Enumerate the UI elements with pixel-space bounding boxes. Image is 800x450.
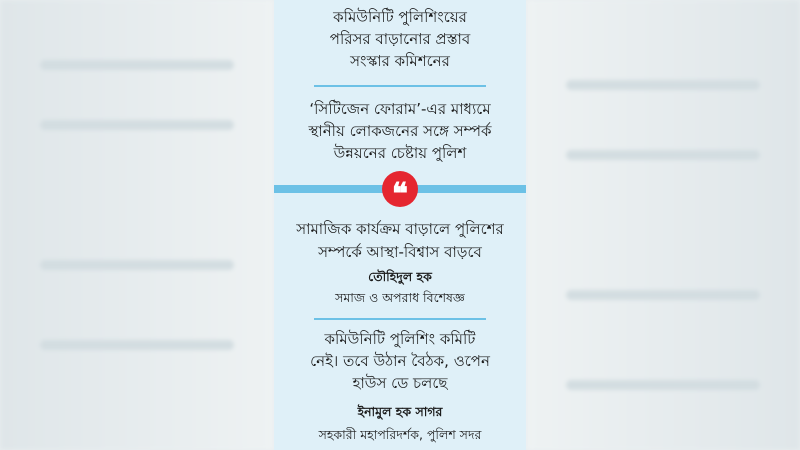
divider-1 bbox=[314, 85, 486, 87]
quote-2-line-3: হাউস ডে চলছে bbox=[352, 374, 448, 392]
quote-2-line-1: কমিউনিটি পুলিশিং কমিটি bbox=[324, 330, 476, 348]
infographic-panel bbox=[274, 0, 526, 450]
headline-2-line-2: স্থানীয় লোকজনের সঙ্গে সম্পর্ক bbox=[308, 122, 492, 140]
headline-2-line-1: ‘সিটিজেন ফোরাম’-এর মাধ্যমে bbox=[309, 100, 491, 118]
quote-1-line-2: সম্পর্কে আস্থা-বিশ্বাস বাড়বে bbox=[318, 243, 482, 261]
quote-1-line-1: সামাজিক কার্যক্রম বাড়ালে পুলিশের bbox=[296, 220, 504, 238]
quote-2-speaker-name: ইনামুল হক সাগর bbox=[357, 404, 443, 419]
quote-1-speaker-title: সমাজ ও অপরাধ বিশেষজ্ঞ bbox=[335, 290, 465, 305]
blurred-background-right bbox=[526, 0, 800, 450]
headline-1-line-2: পরিসর বাড়ানোর প্রস্তাব bbox=[329, 30, 471, 48]
quote-1-speaker-name: তৌহিদুল হক bbox=[368, 269, 432, 284]
divider-2 bbox=[314, 318, 486, 320]
quote-2-speaker-title: সহকারী মহাপরিদর্শক, পুলিশ সদর bbox=[318, 427, 482, 442]
headline-1-line-1: কমিউনিটি পুলিশিংয়ের bbox=[333, 8, 467, 26]
quote-mark-icon: ❝ bbox=[382, 171, 418, 207]
headline-1-line-3: সংস্কার কমিশনের bbox=[350, 52, 450, 70]
quote-2-line-2: নেই। তবে উঠান বৈঠক, ওপেন bbox=[310, 352, 490, 370]
headline-2-line-3: উন্নয়নের চেষ্টায় পুলিশ bbox=[333, 144, 467, 162]
blurred-background-left bbox=[0, 0, 274, 450]
